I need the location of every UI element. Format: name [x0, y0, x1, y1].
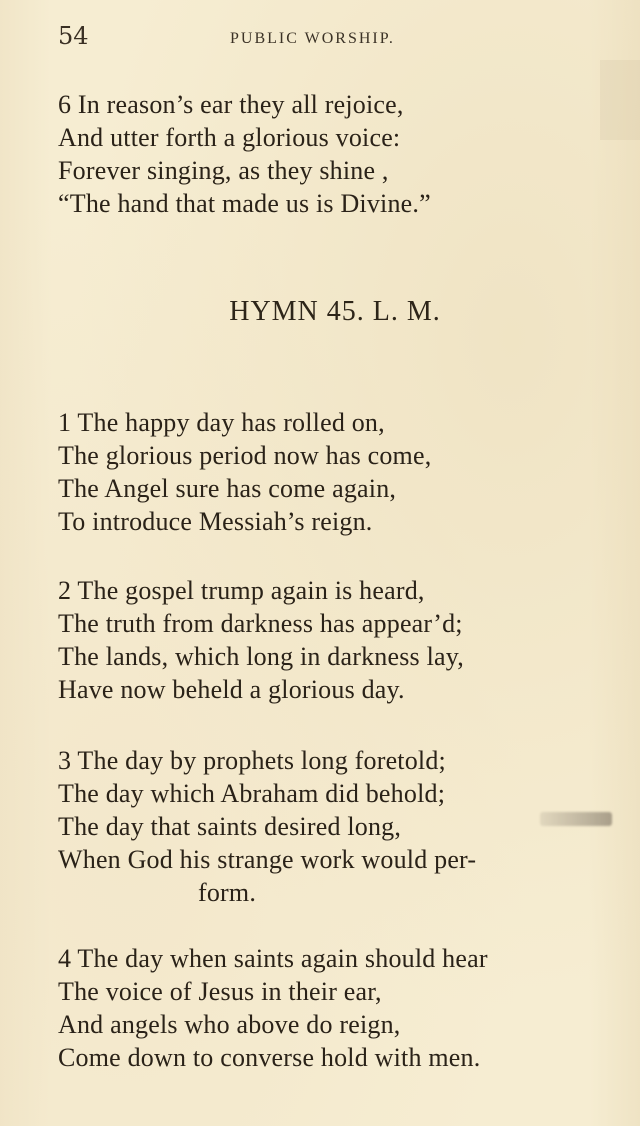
stanza-line: 4 The day when saints again should hear	[58, 944, 488, 973]
stanza-line: The voice of Jesus in their ear,	[58, 977, 382, 1006]
hymn-stanza-4	[58, 942, 488, 1074]
stanza-line: 1 The happy day has rolled on,	[58, 408, 385, 437]
stanza-line: 3 The day by prophets long foretold;	[58, 746, 446, 775]
show-through-bleed	[600, 60, 640, 140]
stanza-line: The lands, which long in darkness lay,	[58, 642, 464, 671]
stanza-line: 2 The gospel trump again is heard,	[58, 576, 425, 605]
stanza-line: 6 In reason’s ear they all rejoice,	[58, 90, 404, 119]
hymn-stanza-1	[58, 406, 431, 538]
stanza-line: The day that saints desired long,	[58, 812, 402, 841]
stanza-line: Have now beheld a glorious day.	[58, 675, 405, 704]
page-number: 54	[58, 22, 89, 50]
stanza-line: The day which Abraham did behold;	[58, 779, 446, 808]
stanza-line-continuation: form.	[198, 878, 257, 907]
stanza-line: Forever singing, as they shine ,	[58, 156, 389, 185]
stanza-line: To introduce Messiah’s reign.	[58, 507, 373, 536]
hymn-stanza-3	[58, 744, 476, 909]
stanza-line: And angels who above do reign,	[58, 1010, 401, 1039]
running-head: PUBLIC WORSHIP.	[230, 30, 395, 47]
stanza-line: The truth from darkness has appear’d;	[58, 609, 463, 638]
stanza-line: When God his strange work would per-	[58, 845, 477, 874]
page-header	[58, 22, 618, 58]
previous-hymn-stanza-6	[58, 88, 431, 220]
stanza-line: “The hand that made us is Divine.”	[58, 189, 431, 218]
hymn-stanza-2	[58, 574, 464, 706]
stanza-line: The glorious period now has come,	[58, 441, 432, 470]
ink-smudge	[540, 812, 612, 826]
hymn-title: HYMN 45. L. M.	[229, 296, 441, 327]
stanza-line: The Angel sure has come again,	[58, 474, 397, 503]
stanza-line: Come down to converse hold with men.	[58, 1043, 481, 1072]
stanza-line: And utter forth a glorious voice:	[58, 123, 401, 152]
